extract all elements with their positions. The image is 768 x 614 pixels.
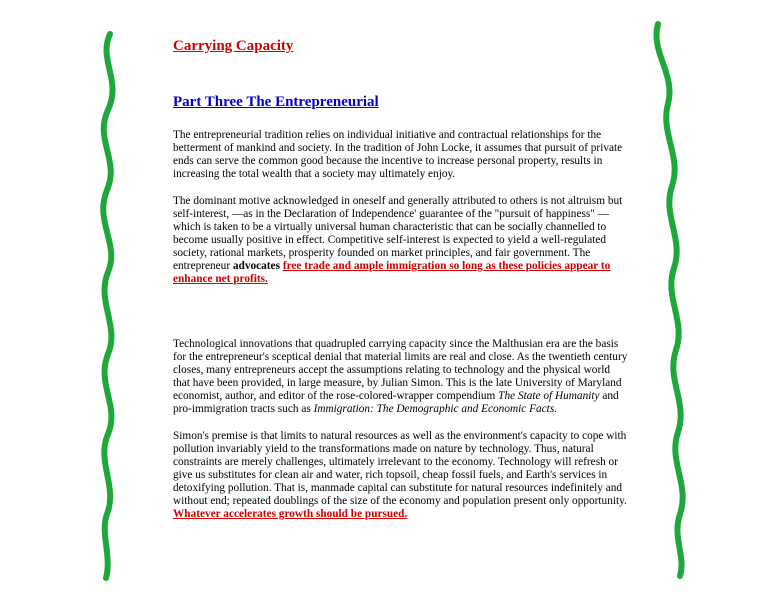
- paragraph-text: and pro-immigration tracts such as: [173, 390, 619, 415]
- paragraph-text: Technological innovations that quadrupled carrying capacity since the Malthusian era are the basis for the entrepreneur's sceptical denial that material limits are real and close. As the twentieth century closes, many entrepreneurs accept the assumptions relating to technology and the physical world that have been provided, in large measure, by Julian Simon. This is the late University of Maryland economist, author, and editor of the rose-colored-wrapper compendium: [173, 338, 628, 402]
- paragraph: [173, 195, 629, 286]
- paragraph-text: Simon's premise is that limits to natural resources as well as the environment's capacity to cope with pollution invariably yield to the transformations made on nature by technology. Thus, natural constraints are merely challenges, ultimately irrelevant to the economy. Technology will refresh or give us substitutes for clean air and water, rich topsoil, cheap fossil fuels, and Earth's services in detoxifying pollution. That is, manmade capital can substitute for natural resources indefinitely and without end; repeated doublings of the size of the economy and population present only opportunity.: [173, 430, 627, 507]
- paragraph-text: The dominant motive acknowledged in oneself and generally attributed to others is not altruism but self-interest, —as in the Declaration of Independence' guarantee of the "pursuit of happiness" —which is taken to be a virtually universal human characteristic that can be socially channelled to become usually positive in effect. Competitive self-interest is expected to yield a well-regulated society, rational markets, prosperity founded on market principles, and fair government. The entrepreneur: [173, 195, 623, 272]
- highlight-link[interactable]: free trade and ample immigration so long as these policies appear to enhance net profits.: [173, 260, 611, 285]
- page-title: Carrying Capacity: [173, 38, 294, 54]
- paragraph: The entrepreneurial tradition relies on individual initiative and contractual relationships for the betterment of mankind and society. In the tradition of John Locke, it assumes that pursuit of private ends can serve the common good because the incentive to increase personal property, results in increasing the total wealth that a society may ultimately enjoy.: [173, 129, 623, 180]
- green-vine-border-icon: [640, 0, 700, 600]
- book-title: Immigration: The Demographic and Economic Facts.: [313, 403, 558, 415]
- green-vine-border-icon: [90, 0, 130, 600]
- document-body: [173, 38, 629, 521]
- paragraph: [173, 338, 629, 416]
- section-heading[interactable]: Part Three The Entrepreneurial: [173, 94, 379, 110]
- highlight-link[interactable]: Whatever accelerates growth should be pursued.: [173, 508, 408, 520]
- book-title: The State of Humanity: [498, 390, 600, 402]
- emphasized-text: advocates: [232, 260, 280, 272]
- paragraph: [173, 430, 629, 521]
